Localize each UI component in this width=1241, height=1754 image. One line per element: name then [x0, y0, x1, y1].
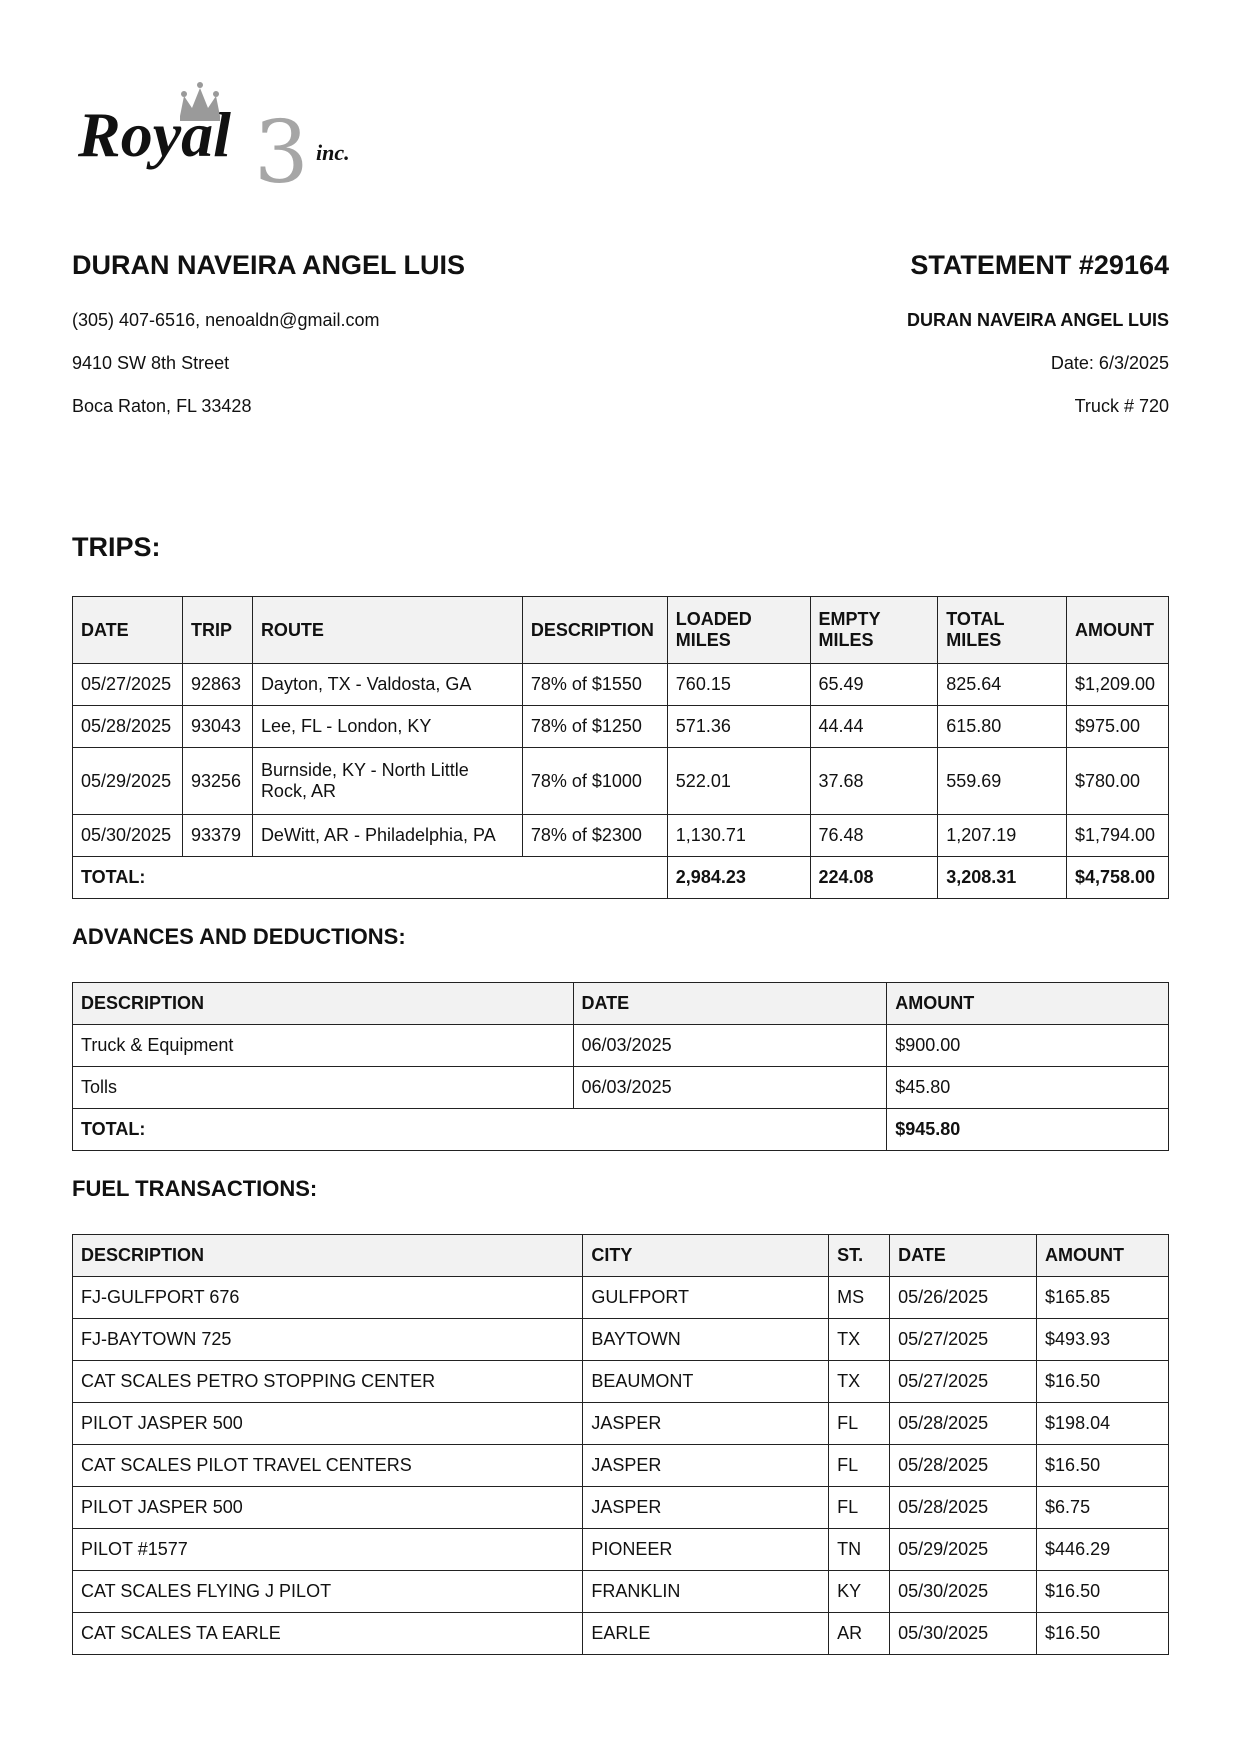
- cell: 05/28/2025: [890, 1445, 1037, 1487]
- cell: JASPER: [583, 1445, 829, 1487]
- cell: PIONEER: [583, 1529, 829, 1571]
- cell: 1,130.71: [667, 815, 810, 857]
- table-row: [73, 1487, 1169, 1529]
- table-row: [73, 1403, 1169, 1445]
- col-date: DATE: [73, 597, 183, 664]
- col-trip: TRIP: [182, 597, 252, 664]
- total-empty-miles: 224.08: [810, 857, 938, 899]
- trips-total-row: [73, 857, 1169, 899]
- table-row: [73, 664, 1169, 706]
- cell: CAT SCALES FLYING J PILOT: [73, 1571, 583, 1613]
- cell: TN: [829, 1529, 890, 1571]
- cell: MS: [829, 1277, 890, 1319]
- cell: Truck & Equipment: [73, 1025, 574, 1067]
- col-route: ROUTE: [252, 597, 522, 664]
- cell: FRANKLIN: [583, 1571, 829, 1613]
- cell: BAYTOWN: [583, 1319, 829, 1361]
- cell: 05/27/2025: [890, 1361, 1037, 1403]
- cell: $1,794.00: [1066, 815, 1168, 857]
- cell: 05/30/2025: [73, 815, 183, 857]
- cell: $493.93: [1037, 1319, 1169, 1361]
- table-row: [73, 1361, 1169, 1403]
- col-loaded-miles: LOADED MILES: [667, 597, 810, 664]
- truck-number: Truck # 720: [1074, 396, 1169, 416]
- address-line-1: 9410 SW 8th Street: [72, 353, 230, 373]
- total-miles: 3,208.31: [938, 857, 1067, 899]
- cell: 05/28/2025: [890, 1403, 1037, 1445]
- table-row: [73, 1613, 1169, 1655]
- trips-title: TRIPS:: [72, 532, 161, 562]
- cell: 78% of $1550: [522, 664, 667, 706]
- fuel-table: [72, 1234, 1169, 1655]
- cell: PILOT #1577: [73, 1529, 583, 1571]
- col-date: DATE: [573, 983, 887, 1025]
- cell: AR: [829, 1613, 890, 1655]
- cell: 78% of $1000: [522, 748, 667, 815]
- table-row: [73, 1445, 1169, 1487]
- cell: 76.48: [810, 815, 938, 857]
- advances-title: ADVANCES AND DEDUCTIONS:: [72, 924, 406, 949]
- col-description: DESCRIPTION: [522, 597, 667, 664]
- cell: 78% of $2300: [522, 815, 667, 857]
- cell: 571.36: [667, 706, 810, 748]
- cell: 825.64: [938, 664, 1067, 706]
- cell: Dayton, TX - Valdosta, GA: [252, 664, 522, 706]
- total-label: TOTAL:: [73, 1109, 887, 1151]
- cell: $198.04: [1037, 1403, 1169, 1445]
- cell: 93379: [182, 815, 252, 857]
- col-date: DATE: [890, 1235, 1037, 1277]
- cell: FL: [829, 1445, 890, 1487]
- cell: 1,207.19: [938, 815, 1067, 857]
- cell: 05/27/2025: [73, 664, 183, 706]
- cell: 05/26/2025: [890, 1277, 1037, 1319]
- table-row: [73, 706, 1169, 748]
- cell: $16.50: [1037, 1571, 1169, 1613]
- cell: 05/29/2025: [73, 748, 183, 815]
- cell: FJ-GULFPORT 676: [73, 1277, 583, 1319]
- col-amount: AMOUNT: [1037, 1235, 1169, 1277]
- statement-title: STATEMENT #29164: [910, 250, 1169, 280]
- table-row: [73, 1025, 1169, 1067]
- col-total-miles: TOTAL MILES: [938, 597, 1067, 664]
- col-city: CITY: [583, 1235, 829, 1277]
- cell: 05/28/2025: [890, 1487, 1037, 1529]
- cell: CAT SCALES PETRO STOPPING CENTER: [73, 1361, 583, 1403]
- cell: 44.44: [810, 706, 938, 748]
- table-row: [73, 815, 1169, 857]
- cell: Lee, FL - London, KY: [252, 706, 522, 748]
- cell: PILOT JASPER 500: [73, 1487, 583, 1529]
- cell: $45.80: [887, 1067, 1169, 1109]
- cell: TX: [829, 1319, 890, 1361]
- total-label: TOTAL:: [73, 857, 668, 899]
- cell: 05/30/2025: [890, 1571, 1037, 1613]
- col-amount: AMOUNT: [887, 983, 1169, 1025]
- table-row: [73, 748, 1169, 815]
- cell: BEAUMONT: [583, 1361, 829, 1403]
- advances-header-row: [73, 983, 1169, 1025]
- cell: $16.50: [1037, 1445, 1169, 1487]
- cell: $900.00: [887, 1025, 1169, 1067]
- cell: DeWitt, AR - Philadelphia, PA: [252, 815, 522, 857]
- cell: JASPER: [583, 1403, 829, 1445]
- trips-table: [72, 596, 1169, 899]
- cell: 615.80: [938, 706, 1067, 748]
- cell: 93043: [182, 706, 252, 748]
- statement-driver-name: DURAN NAVEIRA ANGEL LUIS: [906, 310, 1169, 330]
- address-line-2: Boca Raton, FL 33428: [72, 396, 252, 416]
- cell: FJ-BAYTOWN 725: [73, 1319, 583, 1361]
- total-loaded-miles: 2,984.23: [667, 857, 810, 899]
- cell: $16.50: [1037, 1613, 1169, 1655]
- cell: 559.69: [938, 748, 1067, 815]
- cell: 760.15: [667, 664, 810, 706]
- col-empty-miles: EMPTY MILES: [810, 597, 938, 664]
- cell: $165.85: [1037, 1277, 1169, 1319]
- cell: 05/30/2025: [890, 1613, 1037, 1655]
- col-description: DESCRIPTION: [73, 1235, 583, 1277]
- cell: KY: [829, 1571, 890, 1613]
- driver-name: DURAN NAVEIRA ANGEL LUIS: [72, 250, 466, 280]
- cell: 05/28/2025: [73, 706, 183, 748]
- cell: $446.29: [1037, 1529, 1169, 1571]
- cell: 37.68: [810, 748, 938, 815]
- logo-script: Royal: [78, 99, 231, 170]
- cell: TX: [829, 1361, 890, 1403]
- cell: EARLE: [583, 1613, 829, 1655]
- table-row: [73, 1319, 1169, 1361]
- cell: $975.00: [1066, 706, 1168, 748]
- fuel-title: FUEL TRANSACTIONS:: [72, 1176, 318, 1201]
- advances-total-row: [73, 1109, 1169, 1151]
- cell: 92863: [182, 664, 252, 706]
- cell: 06/03/2025: [573, 1025, 887, 1067]
- cell: 93256: [182, 748, 252, 815]
- cell: 522.01: [667, 748, 810, 815]
- logo-suffix: inc.: [316, 140, 350, 165]
- cell: $6.75: [1037, 1487, 1169, 1529]
- cell: JASPER: [583, 1487, 829, 1529]
- cell: Burnside, KY - North Little Rock, AR: [252, 748, 522, 815]
- col-description: DESCRIPTION: [73, 983, 574, 1025]
- cell: CAT SCALES PILOT TRAVEL CENTERS: [73, 1445, 583, 1487]
- trips-header-row: [73, 597, 1169, 664]
- cell: 78% of $1250: [522, 706, 667, 748]
- cell: $780.00: [1066, 748, 1168, 815]
- logo-numeral: 3: [254, 103, 309, 192]
- col-amount: AMOUNT: [1066, 597, 1168, 664]
- cell: $16.50: [1037, 1361, 1169, 1403]
- cell: FL: [829, 1403, 890, 1445]
- table-row: [73, 1067, 1169, 1109]
- col-state: ST.: [829, 1235, 890, 1277]
- cell: Tolls: [73, 1067, 574, 1109]
- advances-table: [72, 982, 1169, 1151]
- total-amount: $945.80: [887, 1109, 1169, 1151]
- table-row: [73, 1277, 1169, 1319]
- cell: 06/03/2025: [573, 1067, 887, 1109]
- statement-date: Date: 6/3/2025: [1050, 353, 1169, 373]
- cell: 05/27/2025: [890, 1319, 1037, 1361]
- cell: FL: [829, 1487, 890, 1529]
- total-amount: $4,758.00: [1066, 857, 1168, 899]
- fuel-header-row: [73, 1235, 1169, 1277]
- cell: 65.49: [810, 664, 938, 706]
- contact-info: (305) 407-6516, nenoaldn@gmail.com: [72, 310, 380, 330]
- company-logo: [76, 76, 380, 192]
- cell: CAT SCALES TA EARLE: [73, 1613, 583, 1655]
- cell: $1,209.00: [1066, 664, 1168, 706]
- cell: PILOT JASPER 500: [73, 1403, 583, 1445]
- table-row: [73, 1529, 1169, 1571]
- cell: GULFPORT: [583, 1277, 829, 1319]
- table-row: [73, 1571, 1169, 1613]
- cell: 05/29/2025: [890, 1529, 1037, 1571]
